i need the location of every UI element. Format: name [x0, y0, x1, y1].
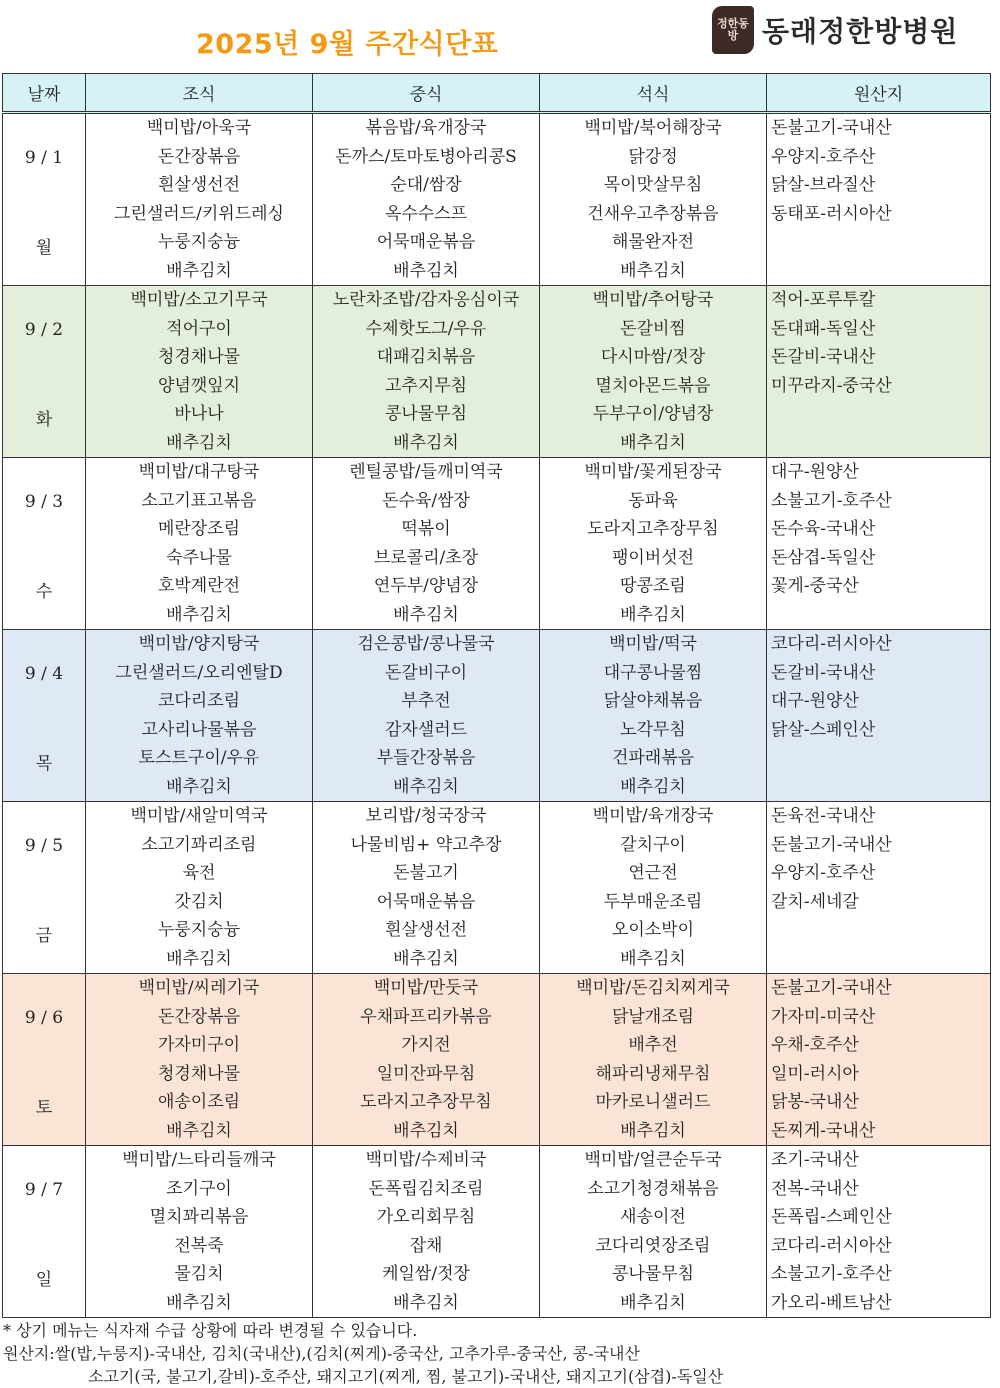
lunch-cell	[313, 1146, 540, 1318]
menu-item: 두부매운조림	[603, 891, 703, 912]
menu-item: 청경채나물	[157, 347, 241, 367]
menu-item: 일미잔파무침	[376, 1063, 476, 1084]
day-of-week: 월	[35, 238, 53, 258]
menu-item: 흰살생선전	[384, 920, 468, 940]
menu-item: 건파래볶음	[611, 748, 695, 768]
origin-item: 코다리-러시아산	[771, 634, 892, 654]
menu-item: 브로콜리/초장	[373, 547, 479, 568]
day-row	[3, 286, 991, 458]
origin-item: 적어-포루투칼	[771, 290, 876, 310]
logo-seal-icon: 정한동방	[712, 6, 754, 54]
menu-item: 배추김치	[393, 776, 459, 797]
menu-item: 우채파프리카볶음	[360, 1006, 492, 1027]
menu-item: 대패김치볶음	[376, 347, 476, 367]
origin-item: 닭살-브라질산	[771, 175, 876, 195]
column-header-date: 날짜	[3, 74, 86, 113]
origin-item: 돈갈비-국내산	[771, 347, 876, 367]
origin-cell	[767, 286, 991, 458]
menu-item: 백미밥/추어탕국	[592, 290, 714, 310]
menu-item: 소고기표고볶음	[141, 490, 257, 511]
menu-item: 보리밥/청국장국	[365, 806, 487, 826]
day-row	[3, 802, 991, 974]
menu-item: 백미밥/소고기무국	[130, 290, 268, 310]
day-cell	[3, 113, 86, 286]
lunch-cell	[313, 630, 540, 802]
menu-item: 배추김치	[166, 432, 232, 453]
menu-item: 감자샐러드	[384, 719, 468, 740]
day-date: 9 / 4	[24, 664, 64, 684]
menu-item: 돈불고기	[393, 863, 459, 883]
breakfast-cell	[86, 286, 313, 458]
menu-item: 연두부/양념장	[373, 576, 479, 596]
origin-item: 조기-국내산	[771, 1150, 859, 1170]
menu-item: 검은콩밥/콩나물국	[357, 634, 495, 654]
day-of-week: 화	[35, 410, 53, 430]
breakfast-cell	[86, 1146, 313, 1318]
menu-item: 갓김치	[174, 891, 224, 912]
day-row	[3, 458, 991, 630]
menu-item: 백미밥/만둣국	[373, 978, 479, 998]
origin-item: 돈불고기-국내산	[771, 834, 892, 855]
lunch-cell	[313, 458, 540, 630]
menu-item: 다시마쌈/젓장	[600, 347, 706, 367]
origin-item: 전복-국내산	[771, 1178, 859, 1199]
menu-item: 백미밥/씨레기국	[138, 978, 260, 998]
menu-item: 소고기꽈리조림	[141, 834, 257, 855]
origin-item: 돈수육-국내산	[771, 519, 876, 539]
menu-item: 배추김치	[166, 604, 232, 625]
origin-item	[767, 400, 990, 429]
menu-item: 코다리조림	[157, 691, 241, 711]
menu-item: 잡채	[409, 1235, 443, 1256]
menu-item: 백미밥/수제비국	[365, 1150, 487, 1170]
origin-item: 돈대패-독일산	[771, 318, 876, 339]
menu-item: 도라지고추장무침	[360, 1092, 492, 1112]
menu-item: 두부구이/양념장	[592, 404, 714, 424]
day-cell	[3, 630, 86, 802]
menu-item: 닭날개조림	[611, 1006, 695, 1027]
breakfast-cell	[86, 630, 313, 802]
menu-item: 렌틸콩밥/들깨미역국	[349, 462, 503, 482]
menu-item: 땅콩조림	[620, 576, 686, 596]
hospital-name: 동래정한방병원	[762, 15, 959, 48]
menu-item: 마카로니샐러드	[595, 1092, 711, 1112]
menu-item: 배추김치	[620, 1120, 686, 1141]
breakfast-cell	[86, 458, 313, 630]
origin-item: 대구-원양산	[771, 691, 859, 711]
origin-item: 소불고기-호주산	[771, 1264, 892, 1284]
menu-item: 백미밥/새알미역국	[130, 806, 268, 826]
origin-item: 소불고기-호주산	[771, 490, 892, 511]
menu-item: 호박계란전	[157, 576, 241, 596]
origin-item	[767, 601, 990, 630]
menu-item: 부들간장볶음	[376, 748, 476, 768]
menu-item: 백미밥/떡국	[609, 634, 697, 654]
menu-item: 배추김치	[620, 948, 686, 969]
origin-item	[767, 744, 990, 773]
menu-item: 배추김치	[393, 432, 459, 453]
day-of-week: 금	[35, 926, 53, 946]
menu-item: 노란차조밥/감자옹심이국	[332, 290, 520, 310]
origin-cell	[767, 458, 991, 630]
menu-item: 백미밥/느타리들깨국	[122, 1150, 276, 1170]
menu-item: 콩나물무침	[384, 404, 468, 424]
origin-summary-line-1: 원산지:쌀(밥,누룽지)-국내산, 김치(국내산),(김치(찌게)-중국산, 고추가루-중국산, 콩-국내산	[3, 1344, 640, 1363]
menu-item: 배추김치	[166, 260, 232, 281]
menu-item: 배추김치	[393, 260, 459, 281]
menu-item: 양념깻잎지	[157, 375, 241, 396]
menu-item: 해물완자전	[611, 232, 695, 252]
menu-item: 배추김치	[620, 260, 686, 281]
day-of-week: 일	[35, 1270, 53, 1290]
origin-item: 일미-러시아	[771, 1063, 859, 1084]
menu-item: 소고기청경채볶음	[587, 1178, 719, 1199]
origin-item: 닭봉-국내산	[771, 1092, 859, 1112]
menu-item: 백미밥/대구탕국	[138, 462, 260, 482]
day-date: 9 / 1	[24, 148, 64, 168]
menu-item: 물김치	[174, 1264, 224, 1284]
dinner-cell	[540, 1146, 767, 1318]
menu-item: 배추김치	[393, 948, 459, 969]
menu-item: 메란장조림	[157, 519, 241, 539]
origin-item	[767, 257, 990, 286]
menu-item: 숙주나물	[166, 547, 232, 568]
dinner-cell	[540, 458, 767, 630]
menu-item: 백미밥/북어해장국	[584, 118, 722, 138]
menu-item: 목이맛살무침	[603, 175, 703, 195]
menu-item: 팽이버섯전	[611, 547, 695, 568]
menu-item: 바나나	[174, 404, 224, 424]
menu-item: 애송이조림	[157, 1092, 241, 1112]
origin-item: 돈갈비-국내산	[771, 662, 876, 683]
menu-item: 백미밥/돈김치찌게국	[576, 978, 730, 998]
menu-item: 고추지무침	[384, 375, 468, 396]
origin-cell	[767, 974, 991, 1146]
menu-item: 갈치구이	[620, 834, 686, 855]
origin-item: 돈불고기-국내산	[771, 118, 892, 138]
breakfast-cell	[86, 974, 313, 1146]
origin-item: 대구-원양산	[771, 462, 859, 482]
menu-item: 멸치꽈리볶음	[149, 1207, 249, 1227]
day-of-week: 목	[35, 754, 53, 774]
day-date: 9 / 2	[24, 320, 64, 340]
page-title: 2025년 9월 주간식단표	[196, 29, 499, 60]
origin-item: 우채-호주산	[771, 1035, 859, 1055]
day-of-week: 토	[35, 1098, 53, 1118]
origin-item	[767, 773, 990, 802]
menu-item: 오이소박이	[611, 920, 695, 940]
lunch-cell	[313, 286, 540, 458]
origin-cell	[767, 630, 991, 802]
origin-item: 가자미-미국산	[771, 1006, 876, 1027]
menu-item: 가자미구이	[157, 1035, 241, 1055]
origin-item	[767, 429, 990, 458]
menu-item: 콩나물무침	[611, 1264, 695, 1284]
dinner-cell	[540, 802, 767, 974]
menu-item: 돈수육/쌈장	[382, 490, 470, 511]
day-cell	[3, 1146, 86, 1318]
menu-item: 적어구이	[166, 318, 232, 339]
menu-item: 청경채나물	[157, 1063, 241, 1084]
origin-cell	[767, 802, 991, 974]
origin-item: 우양지-호주산	[771, 146, 876, 167]
menu-item: 고사리나물볶음	[141, 719, 257, 740]
menu-item: 닭살야채볶음	[603, 691, 703, 711]
day-cell	[3, 802, 86, 974]
origin-item: 우양지-호주산	[771, 863, 876, 883]
origin-cell	[767, 1146, 991, 1318]
menu-item: 누룽지숭늉	[157, 232, 241, 252]
origin-item: 돈폭립-스페인산	[771, 1207, 892, 1227]
day-date: 9 / 5	[24, 836, 64, 856]
day-of-week: 수	[35, 582, 53, 602]
menu-item: 조기구이	[166, 1178, 232, 1199]
hospital-logo	[712, 6, 958, 54]
day-date: 9 / 6	[24, 1008, 64, 1028]
menu-item: 건새우고추장볶음	[587, 203, 719, 224]
menu-item: 도라지고추장무침	[587, 519, 719, 539]
menu-item: 토스트구이/우유	[138, 748, 260, 768]
origin-item	[767, 228, 990, 257]
origin-summary-line-2: 소고기(국, 불고기,갈비)-호주산, 돼지고기(찌게, 찜, 불고기)-국내산, 돼지고기(삼겹)-독일산	[88, 1367, 724, 1386]
menu-item: 배추전	[628, 1035, 678, 1055]
menu-item: 배추김치	[393, 1120, 459, 1141]
origin-item: 돈삼겹-독일산	[771, 547, 876, 568]
menu-item: 배추김치	[620, 604, 686, 625]
origin-item: 닭살-스페인산	[771, 719, 876, 740]
dinner-cell	[540, 286, 767, 458]
change-notice: * 상기 메뉴는 식자재 수급 상황에 따라 변경될 수 있습니다.	[3, 1321, 418, 1340]
lunch-cell	[313, 974, 540, 1146]
menu-item: 노각무침	[620, 719, 686, 740]
day-cell	[3, 458, 86, 630]
origin-item: 동태포-러시아산	[771, 203, 892, 224]
menu-item: 대구콩나물찜	[603, 662, 703, 683]
menu-item: 멸치아몬드볶음	[595, 375, 711, 396]
menu-item: 배추김치	[166, 1120, 232, 1141]
day-row	[3, 974, 991, 1146]
menu-item: 케일쌈/젓장	[382, 1264, 470, 1284]
menu-item: 해파리냉채무침	[595, 1063, 711, 1084]
origin-item	[767, 916, 990, 945]
menu-item: 그린샐러드/오리엔탈D	[115, 662, 283, 683]
menu-item: 흰살생선전	[157, 175, 241, 195]
menu-item: 배추김치	[166, 1292, 232, 1313]
column-header-dinner: 석식	[540, 74, 767, 113]
menu-item: 돈갈비찜	[620, 318, 686, 339]
menu-item: 누룽지숭늉	[157, 920, 241, 940]
lunch-cell	[313, 113, 540, 286]
menu-item: 백미밥/양지탕국	[138, 634, 260, 654]
menu-item: 부추전	[401, 691, 451, 711]
lunch-cell	[313, 802, 540, 974]
menu-item: 옥수수스프	[384, 203, 468, 224]
menu-item: 볶음밥/육개장국	[365, 118, 487, 138]
menu-item: 백미밥/아욱국	[146, 118, 252, 138]
origin-item: 가오리-베트남산	[771, 1292, 892, 1313]
menu-item: 돈갈비구이	[384, 662, 468, 683]
menu-item: 닭강정	[628, 146, 678, 167]
dinner-cell	[540, 974, 767, 1146]
menu-item: 연근전	[628, 863, 678, 883]
menu-item: 백미밥/얼큰순두국	[584, 1150, 722, 1170]
menu-item: 어묵매운볶음	[376, 891, 476, 912]
menu-item: 새송이전	[620, 1207, 686, 1227]
dinner-cell	[540, 113, 767, 286]
origin-cell	[767, 113, 991, 286]
origin-item: 미꾸라지-중국산	[771, 375, 892, 396]
menu-item: 동파육	[628, 490, 678, 511]
day-row	[3, 113, 991, 286]
menu-item: 가지전	[401, 1035, 451, 1055]
weekly-menu-table	[2, 73, 991, 1318]
menu-item: 어묵매운볶음	[376, 232, 476, 252]
column-header-origin: 원산지	[767, 74, 991, 113]
origin-item: 돈불고기-국내산	[771, 978, 892, 998]
day-row	[3, 630, 991, 802]
menu-item: 배추김치	[620, 1292, 686, 1313]
day-date: 9 / 3	[24, 492, 64, 512]
origin-item: 갈치-세네갈	[771, 891, 859, 912]
menu-item: 그린샐러드/키위드레싱	[114, 203, 284, 224]
menu-item: 돈폭립김치조림	[368, 1178, 484, 1199]
menu-item: 돈간장볶음	[157, 146, 241, 167]
menu-item: 코다리엿장조림	[595, 1235, 711, 1256]
column-header-breakfast: 조식	[86, 74, 313, 113]
menu-item: 나물비빔+ 약고추장	[350, 834, 502, 855]
menu-item: 배추김치	[393, 1292, 459, 1313]
menu-item: 배추김치	[620, 776, 686, 797]
menu-item: 배추김치	[393, 604, 459, 625]
origin-item	[767, 945, 990, 974]
menu-item: 순대/쌈장	[390, 175, 462, 195]
origin-item: 코다리-러시아산	[771, 1235, 892, 1256]
menu-item: 돈간장볶음	[157, 1006, 241, 1027]
day-cell	[3, 286, 86, 458]
menu-item: 육전	[182, 863, 216, 883]
origin-item: 돈육전-국내산	[771, 806, 876, 826]
menu-item: 백미밥/꽃게된장국	[584, 462, 722, 482]
breakfast-cell	[86, 802, 313, 974]
menu-item: 전복죽	[174, 1235, 224, 1256]
breakfast-cell	[86, 113, 313, 286]
day-cell	[3, 974, 86, 1146]
origin-item: 꽃게-중국산	[771, 576, 859, 596]
menu-item: 떡볶이	[401, 519, 451, 539]
menu-item: 돈까스/토마토병아리콩S	[335, 146, 517, 167]
table-header-row	[3, 74, 991, 113]
menu-item: 수제핫도그/우유	[365, 318, 487, 339]
dinner-cell	[540, 630, 767, 802]
menu-item: 배추김치	[620, 432, 686, 453]
menu-item: 배추김치	[166, 776, 232, 797]
day-date: 9 / 7	[24, 1180, 64, 1200]
origin-item: 돈찌게-국내산	[771, 1120, 876, 1141]
day-row	[3, 1146, 991, 1318]
menu-item: 백미밥/육개장국	[592, 806, 714, 826]
column-header-lunch: 중식	[313, 74, 540, 113]
menu-item: 가오리회무침	[376, 1207, 476, 1227]
menu-item: 배추김치	[166, 948, 232, 969]
